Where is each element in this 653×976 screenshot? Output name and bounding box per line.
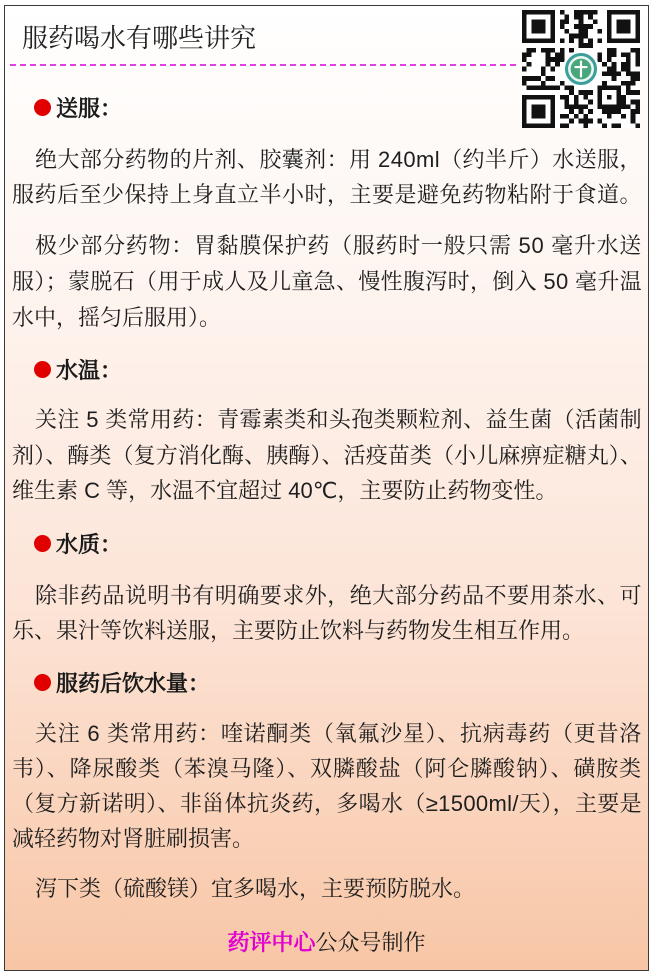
- text-line-content: 关注 6 类常用药：喹诺酮类（氧氟沙星）、抗病毒药（更昔洛: [35, 721, 642, 746]
- paragraph: [12, 228, 642, 336]
- section-heading-delivery: [34, 90, 122, 125]
- text-line: [12, 228, 642, 264]
- paragraph: [12, 402, 642, 509]
- page-title: 服药喝水有哪些讲究: [22, 23, 257, 53]
- section-heading-text: 水温：: [56, 358, 123, 383]
- text-line: [12, 438, 642, 474]
- bullet-dot: [34, 674, 51, 691]
- text-line: [12, 871, 642, 906]
- section-heading-text: 水质：: [56, 532, 123, 557]
- qr-code-icon: [522, 10, 640, 128]
- text-line: [12, 821, 642, 856]
- text-line-content: 剂）、酶类（复方消化酶、胰酶）、活疫苗类（小儿麻痹症糖丸）、: [12, 442, 642, 468]
- text-line-content: 服药后至少保持上身直立半小时，主要是避免药物粘附于食道。: [12, 182, 642, 207]
- text-line-content: 关注 5 类常用药：青霉素类和头孢类颗粒剂、益生菌（活菌制: [35, 407, 642, 432]
- qr-code: [522, 10, 640, 128]
- text-line: [12, 264, 642, 300]
- text-line-content: 极少部分药物：胃黏膜保护药（服药时一般只需 50 毫升水送: [35, 233, 642, 258]
- section-heading-text: 送服：: [56, 96, 123, 121]
- paragraph: [12, 871, 642, 906]
- bullet-dot: [34, 361, 51, 378]
- text-line: [12, 578, 642, 613]
- text-line-content: （复方新诺明）、非甾体抗炎药，多喝水（≥1500ml/天），主要是: [12, 791, 642, 816]
- text-line-content: 维生素 C 等，水温不宜超过 40℃，主要防止药物变性。: [12, 478, 558, 503]
- text-line: [12, 716, 642, 751]
- dashed-divider: [10, 64, 520, 66]
- text-line-content: 泻下类（硫酸镁）宜多喝水，主要预防脱水。: [35, 876, 476, 901]
- section-heading-water-quality: [34, 526, 122, 561]
- section-heading-text: 服药后饮水量：: [56, 671, 211, 696]
- text-line: [12, 300, 642, 336]
- text-line: [12, 613, 642, 648]
- paragraph: [12, 578, 642, 648]
- text-line-content: 减轻药物对肾脏刷损害。: [12, 826, 255, 851]
- footer-credit: [4, 925, 649, 960]
- footer-source-name: 药评中心: [227, 930, 316, 955]
- text-line-content: 乐、果汁等饮料送服，主要防止饮料与药物发生相互作用。: [12, 618, 585, 643]
- text-line: [12, 402, 642, 438]
- text-line-content: 除非药品说明书有明确要求外，绝大部分药品不要用茶水、可: [35, 583, 642, 608]
- footer-text: 公众号制作: [315, 930, 426, 955]
- paragraph: [12, 142, 642, 212]
- text-line-content: 绝大部分药物的片剂、胶囊剂：用 240ml（约半斤）水送服，: [35, 147, 642, 172]
- bullet-dot: [34, 535, 51, 552]
- paragraph: [12, 716, 642, 856]
- section-heading-water-temperature: [34, 352, 122, 387]
- text-line: [12, 751, 642, 786]
- emblem-logo-icon: [563, 51, 600, 88]
- text-line-content: 服）；蒙脱石（用于成人及儿童急、慢性腹泻时，倒入 50 毫升温: [12, 269, 642, 294]
- text-line-content: 韦）、降尿酸类（苯溴马隆）、双膦酸盐（阿仑膦酸钠）、磺胺类: [12, 756, 642, 781]
- bullet-dot: [34, 99, 51, 116]
- text-line: [12, 473, 642, 509]
- text-line-content: 水中，摇匀后服用）。: [12, 305, 222, 330]
- text-line: [12, 142, 642, 177]
- section-heading-water-intake: [34, 665, 210, 700]
- text-line: [12, 177, 642, 212]
- text-line: [12, 786, 642, 821]
